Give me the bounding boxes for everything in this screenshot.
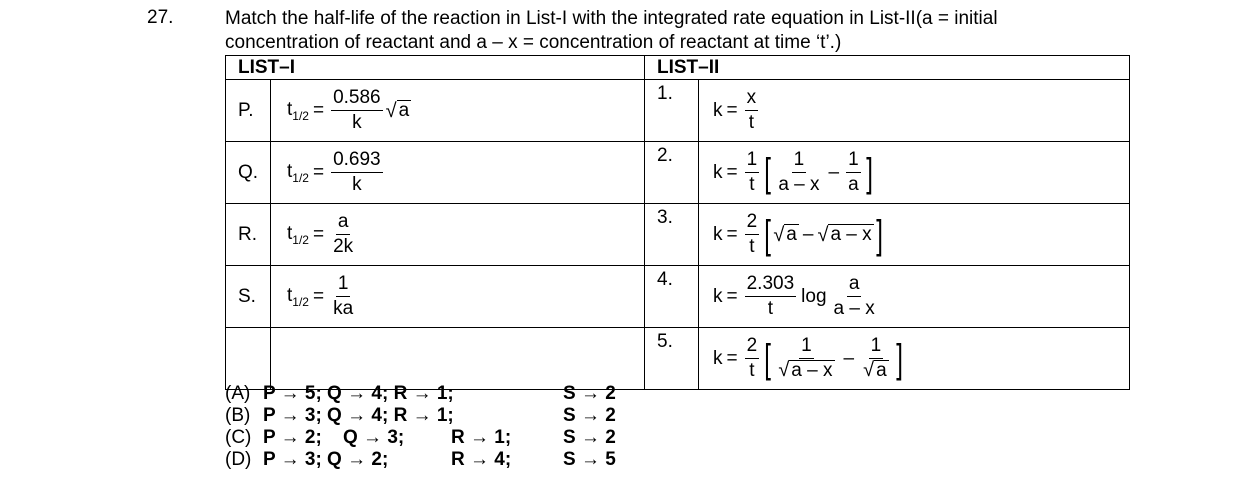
list1-eq-s: $t_{1/2}$ = $\frac{1}{ka}$	[271, 266, 645, 328]
list1-label-q: Q.	[226, 142, 271, 204]
table-header-row	[226, 56, 1130, 80]
option-c-r: R → 1;	[451, 427, 512, 448]
list2-eq-5: k = $\frac{2}{t}$ [ 1 √ a – x – 1 √ a ]	[699, 328, 1130, 390]
option-label: (D)	[225, 449, 252, 470]
list1-label-p: P.	[226, 80, 271, 142]
list2-number-2: 2.	[645, 142, 699, 204]
list2-number-4: 4.	[645, 266, 699, 328]
option-c-q: Q → 3;	[343, 427, 405, 448]
list1-eq-empty	[271, 328, 645, 390]
list2-number-5: 5.	[645, 328, 699, 390]
option-c-s: S → 2	[563, 427, 616, 448]
question-text	[225, 7, 1215, 55]
option-a-mapping: P → 5; Q → 4; R → 1;	[263, 383, 454, 404]
list2-eq-3: k = $\frac{2}{t}$ [ √ a – √ a – x ]	[699, 204, 1130, 266]
table-row	[226, 266, 1130, 328]
option-b-s: S → 2	[563, 405, 616, 426]
list1-label-empty	[226, 328, 271, 390]
table-row	[226, 80, 1130, 142]
list1-label-s: S.	[226, 266, 271, 328]
option-a-s: S → 2	[563, 383, 616, 404]
list2-eq-4: k = $\frac{2.303}{t}$ log $\frac{a}{a - x}$	[699, 266, 1130, 328]
list1-eq-r: $t_{1/2}$ = $\frac{a}{2k}$	[271, 204, 645, 266]
option-d-pq: P → 3; Q → 2;	[263, 449, 389, 470]
question-line-1: Match the half-life of the reaction in List-I with the integrated rate equation in List-II(a = initial	[225, 8, 998, 29]
list2-eq-1: k = $\frac{x}{t}$	[699, 80, 1130, 142]
question-line-2: concentration of reactant and a – x = concentration of reactant at time ‘t’.)	[225, 32, 842, 53]
table-row	[226, 204, 1130, 266]
list1-header: LIST–I	[226, 56, 645, 80]
table-row	[226, 328, 1130, 390]
list1-eq-p: $t_{1/2}$ = $\frac{0.586}{k}$ √ a	[271, 80, 645, 142]
list1-eq-q: $t_{1/2}$ = $\frac{0.693}{k}$	[271, 142, 645, 204]
question-number: 27.	[147, 7, 174, 28]
list2-header: LIST–II	[645, 56, 1130, 80]
option-b-mapping: P → 3; Q → 4; R → 1;	[263, 405, 454, 426]
option-d-s: S → 5	[563, 449, 616, 470]
list2-eq-2: k = $\frac{1}{t}$ [ $\frac{1}{a - x}$ – $\frac{1}{a}$ ]	[699, 142, 1130, 204]
option-c-p: P → 2;	[263, 427, 322, 448]
list2-number-1: 1.	[645, 80, 699, 142]
table-row	[226, 142, 1130, 204]
match-table	[225, 55, 1130, 390]
option-label: (A)	[225, 383, 251, 404]
list1-label-r: R.	[226, 204, 271, 266]
option-label: (B)	[225, 405, 251, 426]
option-d-r: R → 4;	[451, 449, 512, 470]
option-label: (C)	[225, 427, 252, 448]
list2-number-3: 3.	[645, 204, 699, 266]
